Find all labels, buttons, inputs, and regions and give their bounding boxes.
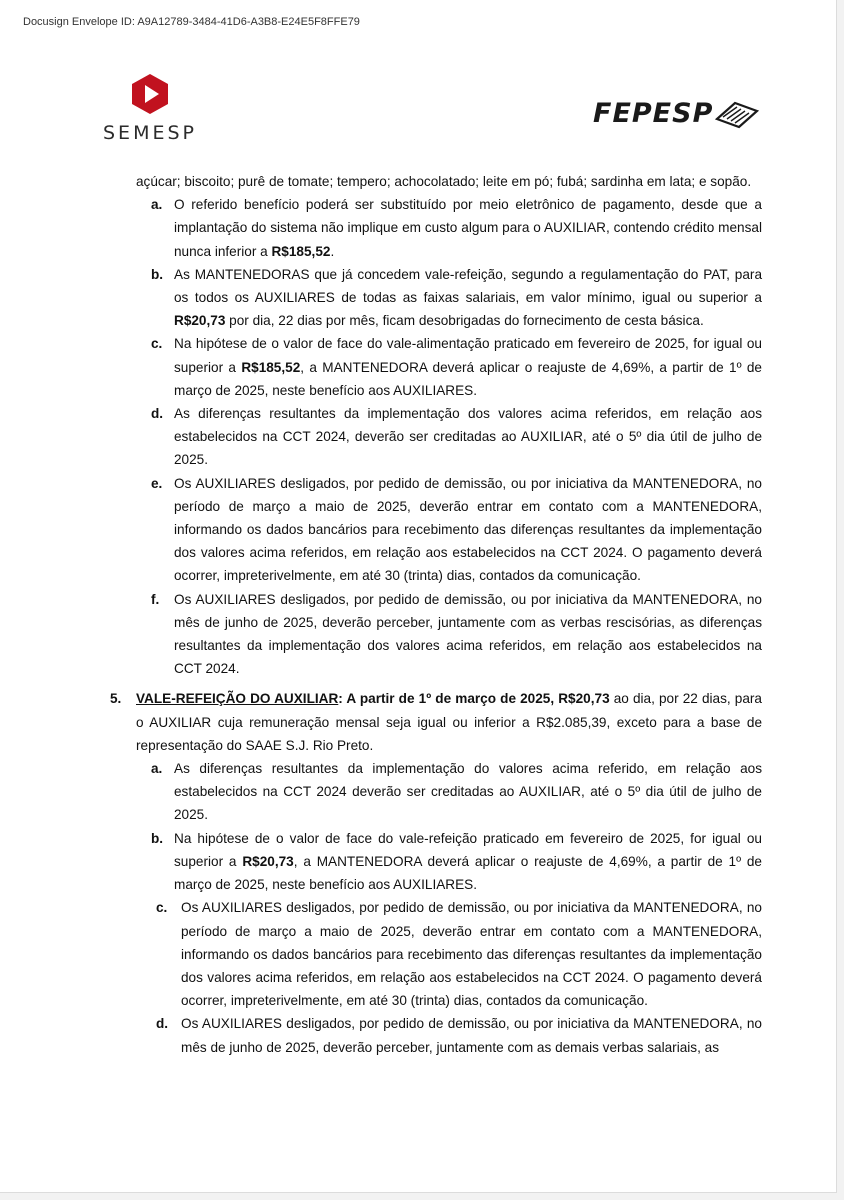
intro-paragraph: açúcar; biscoito; purê de tomate; tempero; achocolatado; leite em pó; fubá; sardinha em lata; e sopão. (136, 174, 752, 189)
bold-text: R$20,73 (242, 853, 294, 869)
list-item (151, 757, 762, 827)
fepesp-logo (593, 98, 761, 129)
text-run: Os AUXILIARES desligados, por pedido de demissão, ou por iniciativa da MANTENEDORA, no mês de junho de 2025, deverão perceber, juntamente com as demais verbas salariais, as (181, 1016, 762, 1055)
list-item-label: d. (156, 1016, 169, 1032)
list-item-label: d. (151, 406, 164, 422)
bold-text: R$185,52 (271, 243, 331, 259)
envelope-id: Docusign Envelope ID: A9A12789-3484-41D6-A3B8-E24E5F8FFE79 (23, 16, 360, 28)
list-item-label: c. (151, 336, 163, 352)
list-item-label: a. (151, 761, 163, 777)
list-item-label: b. (151, 266, 164, 282)
list-item (151, 588, 762, 681)
text-run: Os AUXILIARES desligados, por pedido de demissão, ou por iniciativa da MANTENEDORA, no período de março a maio de 2025, deverão entrar em contato com a MANTENEDORA, informando os dados bancários para recebimento das diferenças resultantes da implementação dos valores acima referidos, em relação aos estabelecidos na CCT 2024. O pagamento deverá ocorrer, impreterivelmente, em até 30 (trinta) dias, contados da comunicação. (181, 900, 762, 1009)
list-item-label: c. (156, 900, 168, 916)
semesp-play-icon (132, 74, 168, 114)
text-run: . (330, 243, 335, 259)
text-run: As diferenças resultantes da implementação dos valores acima referidos, em relação aos estabelecidos na CCT 2024, deverão ser creditadas ao AUXILIAR, até o 5º dia útil de julho de 2025. (174, 406, 762, 468)
semesp-logo-text: SEMESP (103, 122, 197, 144)
semesp-logo (100, 74, 200, 144)
text-run: As diferenças resultantes da implementação do valores acima referido, em relação aos estabelecidos na CCT 2024 deverão ser creditadas ao AUXILIAR, até o 5º dia útil de julho de 2025. (174, 761, 762, 823)
text-run: Na hipótese de o valor de face do vale-refeição praticado em fevereiro de 2025, for igual ou superior a (174, 830, 762, 869)
fepesp-logo-text: FEPESP (593, 98, 714, 129)
text-run: Na hipótese de o valor de face do vale-alimentação praticado em fevereiro de 2025, for igual ou superior a (174, 336, 762, 375)
list-item (151, 827, 762, 897)
list-item-label: e. (151, 475, 163, 491)
clause-number: 5. (110, 691, 122, 707)
clause-heading: VALE-REFEIÇÃO DO AUXILIAR (136, 691, 339, 707)
text-run: Os AUXILIARES desligados, por pedido de demissão, ou por iniciativa da MANTENEDORA, no mês de junho de 2025, deverão perceber, juntamente com as verbas rescisórias, as diferenças resultantes da implementação dos valores acima referidos, em relação aos estabelecidos na CCT 2024. (174, 591, 762, 677)
list-item (151, 193, 762, 263)
text-run: , a MANTENEDORA deverá aplicar o reajuste de 4,69%, a partir de 1º de março de 2025, neste benefício aos AUXILIARES. (174, 359, 762, 398)
list-item (151, 332, 762, 402)
bold-text: R$20,73 (174, 313, 226, 329)
clause-5-paragraph (110, 687, 762, 757)
list-item (151, 402, 762, 472)
text-run: , a MANTENEDORA deverá aplicar o reajuste de 4,69%, a partir de 1º de março de 2025, neste benefício aos AUXILIARES. (174, 853, 762, 893)
list-item (156, 1012, 762, 1058)
text-run: As MANTENEDORAS que já concedem vale-refeição, segundo a regulamentação do PAT, para os todos os AUXILIARES de todas as faixas salariais, em valor mínimo, igual ou superior a (174, 266, 762, 306)
clause-4-items (0, 193, 836, 680)
text-run: O referido benefício poderá ser substituído por meio eletrônico de pagamento, desde que a implantação do sistema não implique em custo algum para o AUXILIAR, contendo crédito mensal nunca inferior a (174, 197, 762, 259)
text-run: por dia, 22 dias por mês, ficam desobrigadas do fornecimento de cesta básica. (225, 313, 704, 329)
list-item (156, 896, 762, 1012)
clause-5-items (0, 757, 836, 1059)
list-item-label: f. (151, 591, 160, 607)
document-body (0, 170, 836, 1059)
list-item (151, 472, 762, 588)
bold-text: R$20,73 (558, 691, 610, 707)
bold-text: R$185,52 (241, 359, 301, 375)
fepesp-book-icon (713, 99, 761, 129)
list-item-label: a. (151, 197, 163, 213)
text-run: Os AUXILIARES desligados, por pedido de demissão, ou por iniciativa da MANTENEDORA, no período de março a maio de 2025, deverão entrar em contato com a MANTENEDORA, informando os dados bancários para recebimento das diferenças resultantes da implementação dos valores acima referidos, em relação aos estabelecidos na CCT 2024. O pagamento deverá ocorrer, impreterivelmente, em até 30 (trinta) dias, contados da comunicação. (174, 475, 762, 584)
text-run: ao dia, por 22 dias, para o AUXILIAR cuja remuneração mensal seja igual ou inferior a R$2.085,39, exceto para a base de representação do SAAE S.J. Rio Preto. (136, 691, 762, 753)
bold-text: : A partir de 1º de março de 2025, (338, 691, 559, 707)
list-item-label: b. (151, 830, 164, 846)
list-item (151, 263, 762, 333)
